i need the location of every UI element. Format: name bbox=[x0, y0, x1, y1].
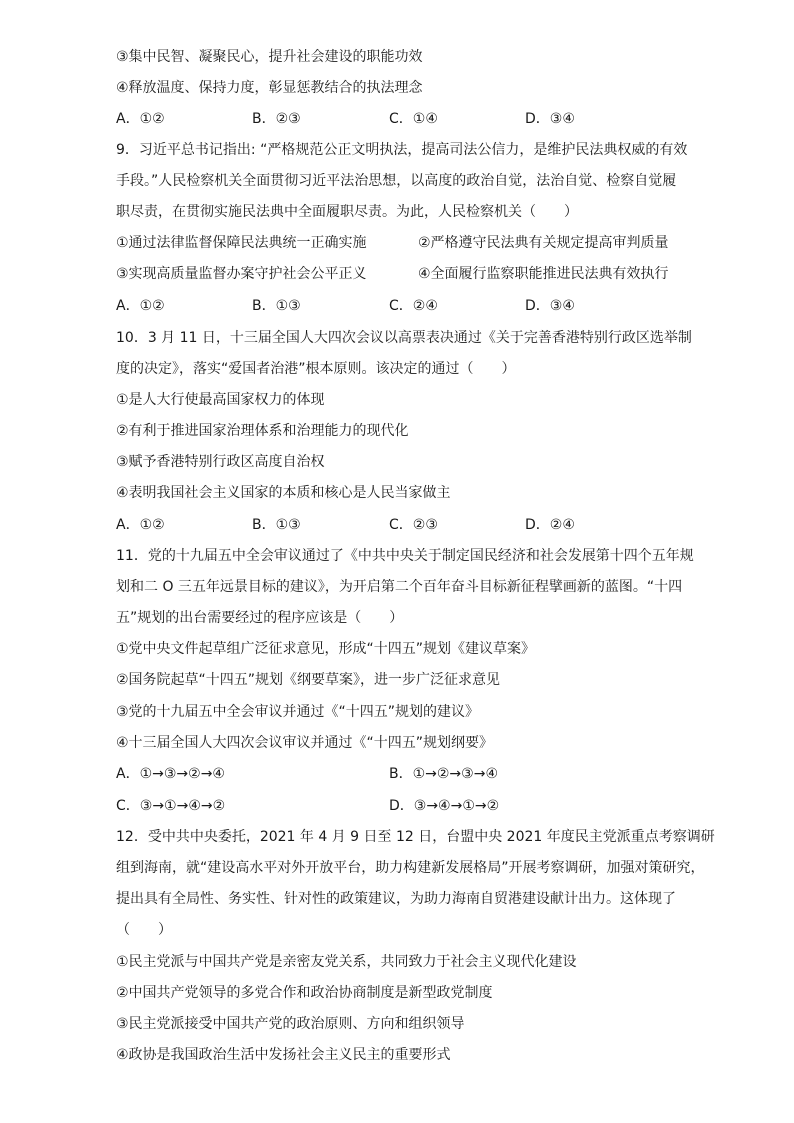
q9-option-d: D．③④ bbox=[525, 298, 575, 314]
q10-statement-2: ②有利于推进国家治理体系和治理能力的现代化 bbox=[116, 423, 409, 439]
q9-stem-line-3: 职尽责，在贯彻实施民法典中全面履职尽责。为此，人民检察机关（ ） bbox=[116, 204, 578, 220]
q12-statement-2: ②中国共产党领导的多党合作和政治协商制度是新型政党制度 bbox=[116, 985, 493, 1001]
q8-option-c: C．①④ bbox=[389, 111, 438, 127]
q8-option-d: D．③④ bbox=[525, 111, 575, 127]
q10-stem-line-2: 度的决定》，落实“爱国者治港”根本原则。该决定的通过（ ） bbox=[116, 361, 516, 377]
q10-statement-3: ③赋予香港特别行政区高度自治权 bbox=[116, 454, 325, 470]
q11-option-d: D．③→④→①→② bbox=[389, 798, 500, 814]
q11-statement-2: ②国务院起草“十四五”规划《纲要草案》，进一步广泛征求意见 bbox=[116, 672, 501, 688]
q11-stem-line-2: 划和二 O 三五年远景目标的建议》，为开启第二个百年奋斗目标新征程擘画新的蓝图。“十四 bbox=[116, 579, 683, 595]
q9-stem-line-2: 手段。”人民检察机关全面贯彻习近平法治思想，以高度的政治自觉，法治自觉、检察自觉履 bbox=[116, 173, 677, 189]
q9-option-b: B．①③ bbox=[252, 298, 301, 314]
q9-statement-2: ②严格遵守民法典有关规定提高审判质量 bbox=[418, 235, 669, 251]
q11-stem-line-1: 11．党的十九届五中全会审议通过了《中共中央关于制定国民经济和社会发展第十四个五年规 bbox=[116, 548, 694, 564]
q12-stem-line-2: 组到海南，就“建设高水平对外开放平台，助力构建新发展格局”开展考察调研，加强对策研究， bbox=[116, 860, 705, 876]
q11-option-a: A．①→③→②→④ bbox=[116, 766, 225, 782]
q12-stem-line-1: 12．受中共中央委托，2021 年 4 月 9 日至 12 日，台盟中央 2021 年度民主党派重点考察调研 bbox=[116, 829, 715, 845]
q9-statement-1: ①通过法律监督保障民法典统一正确实施 bbox=[116, 235, 367, 251]
q8-statement-3: ③集中民智、凝聚民心，提升社会建设的职能功效 bbox=[116, 49, 423, 65]
q11-statement-1: ①党中央文件起草组广泛征求意见，形成“十四五”规划《建议草案》 bbox=[116, 641, 536, 657]
q11-option-b: B．①→②→③→④ bbox=[389, 766, 498, 782]
q10-option-b: B．①③ bbox=[252, 517, 301, 533]
q9-statement-4: ④全面履行监察职能推进民法典有效执行 bbox=[418, 266, 669, 282]
q12-statement-1: ①民主党派与中国共产党是亲密友党关系，共同致力于社会主义现代化建设 bbox=[116, 954, 577, 970]
q10-option-a: A．①② bbox=[116, 517, 165, 533]
q8-statement-4: ④释放温度、保持力度，彰显惩教结合的执法理念 bbox=[116, 80, 423, 96]
q11-option-c: C．③→①→④→② bbox=[116, 798, 226, 814]
q9-stem-line-1: 9．习近平总书记指出: “严格规范公正文明执法，提高司法公信力，是维护民法典权威的有效 bbox=[116, 142, 688, 158]
q11-statement-4: ④十三届全国人大四次会议审议并通过《“十四五”规划纲要》 bbox=[116, 735, 494, 751]
q12-stem-line-4: （ ） bbox=[116, 922, 172, 938]
q11-stem-line-3: 五”规划的出台需要经过的程序应该是（ ） bbox=[116, 610, 404, 626]
q12-statement-4: ④政协是我国政治生活中发扬社会主义民主的重要形式 bbox=[116, 1047, 451, 1063]
q12-stem-line-3: 提出具有全局性、务实性、针对性的政策建议，为助力海南自贸港建设献计出力。这体现了 bbox=[116, 891, 676, 907]
q12-statement-3: ③民主党派接受中国共产党的政治原则、方向和组织领导 bbox=[116, 1016, 465, 1032]
q11-statement-3: ③党的十九届五中全会审议并通过《“十四五”规划的建议》 bbox=[116, 704, 480, 720]
q8-option-a: A．①② bbox=[116, 111, 165, 127]
q8-option-b: B．②③ bbox=[252, 111, 301, 127]
q9-statement-3: ③实现高质量监督办案守护社会公平正义 bbox=[116, 266, 367, 282]
q10-stem-line-1: 10．3 月 11 日，十三届全国人大四次会议以高票表决通过《关于完善香港特别行政区选举制 bbox=[116, 330, 692, 346]
q10-statement-4: ④表明我国社会主义国家的本质和核心是人民当家做主 bbox=[116, 485, 451, 501]
q9-option-c: C．②④ bbox=[389, 298, 438, 314]
q10-option-c: C．②③ bbox=[389, 517, 438, 533]
q9-option-a: A．①② bbox=[116, 298, 165, 314]
q10-statement-1: ①是人大行使最高国家权力的体现 bbox=[116, 392, 325, 408]
q10-option-d: D．②④ bbox=[525, 517, 575, 533]
